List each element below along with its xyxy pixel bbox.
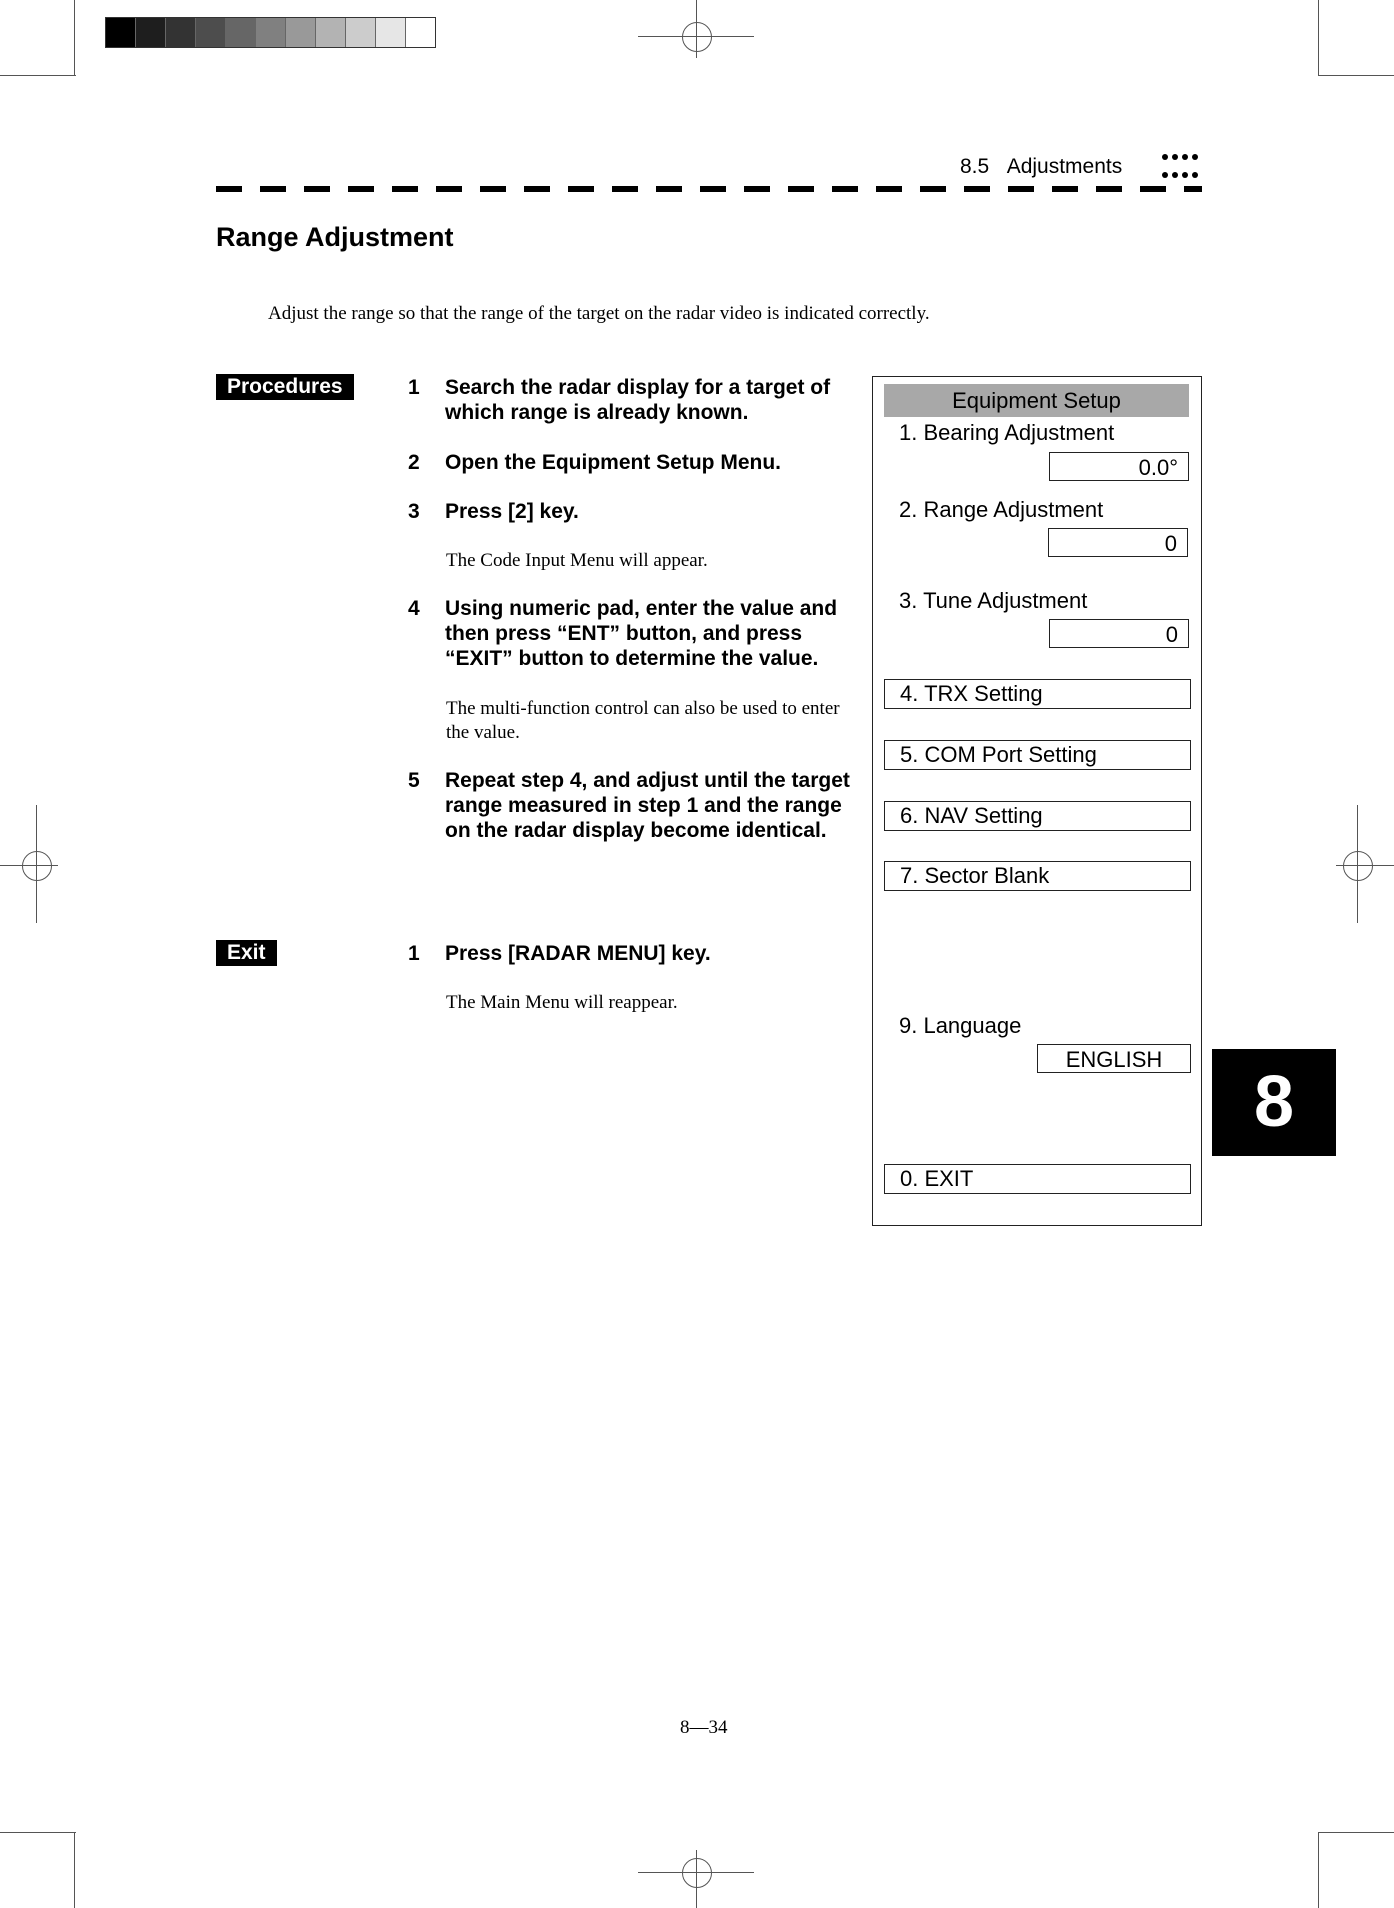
color-calibration-bar [105,17,436,48]
step-number: 4 [408,597,420,620]
step-number: 3 [408,500,420,523]
bearing-adjustment-value[interactable]: 0.0° [1049,452,1189,481]
step-number: 1 [408,942,420,965]
language-value[interactable]: ENGLISH [1037,1044,1191,1073]
panel-title: Equipment Setup [884,384,1189,417]
step-text: Using numeric pad, enter the value and then press “ENT” button, and press “EXIT” button to determine the value. [445,597,838,670]
color-swatch [196,18,226,47]
sector-blank-button[interactable]: 7. Sector Blank [884,861,1191,891]
running-header: 8.5 Adjustments [960,155,1123,178]
step-text: Open the Equipment Setup Menu. [445,451,781,474]
step-note: The multi-function control can also be used to enter the value. [446,698,840,743]
page-number: 8—34 [680,1717,728,1738]
step-number: 5 [408,769,420,792]
tune-adjustment-value[interactable]: 0 [1049,619,1189,648]
header-dots-ornament [1160,152,1202,188]
color-swatch [106,18,136,47]
step-text: Search the radar display for a target of which range is already known. [445,376,831,424]
com-port-setting-button[interactable]: 5. COM Port Setting [884,740,1191,770]
color-swatch [406,18,435,47]
color-swatch [316,18,346,47]
color-swatch [256,18,286,47]
procedures-label: Procedures [216,374,354,400]
color-swatch [346,18,376,47]
range-adjustment-value[interactable]: 0 [1048,528,1188,557]
equipment-setup-panel [872,376,1202,1226]
color-swatch [376,18,406,47]
tune-adjustment-label: 3. Tune Adjustment [899,588,1088,613]
range-adjustment-label: 2. Range Adjustment [899,497,1104,522]
bearing-adjustment-label: 1. Bearing Adjustment [899,420,1115,445]
trx-setting-button[interactable]: 4. TRX Setting [884,679,1191,709]
exit-label: Exit [216,940,277,966]
page-title: Range Adjustment [216,222,454,252]
intro-text: Adjust the range so that the range of the target on the radar video is indicated correctly. [268,303,930,324]
color-swatch [136,18,166,47]
step-text: Press [2] key. [445,500,579,523]
chapter-tab: 8 [1212,1049,1336,1156]
language-label: 9. Language [899,1013,1022,1038]
nav-setting-button[interactable]: 6. NAV Setting [884,801,1191,831]
step-number: 2 [408,451,420,474]
step-number: 1 [408,376,420,399]
color-swatch [166,18,196,47]
step-text: Repeat step 4, and adjust until the target range measured in step 1 and the range on the radar display become identical. [445,769,850,842]
dashed-rule [216,186,1202,192]
color-swatch [286,18,316,47]
color-swatch [226,18,256,47]
step-note: The Code Input Menu will appear. [446,550,708,571]
step-text: Press [RADAR MENU] key. [445,942,711,965]
exit-button[interactable]: 0. EXIT [884,1164,1191,1194]
exit-note: The Main Menu will reappear. [446,992,678,1013]
